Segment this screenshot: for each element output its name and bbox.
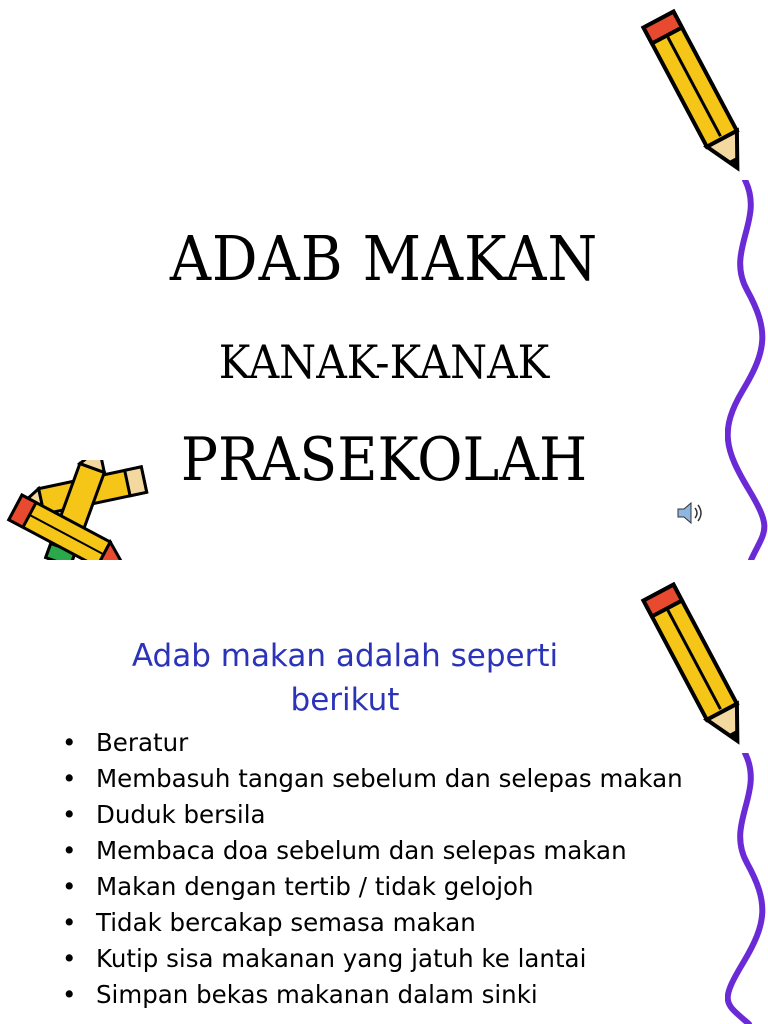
bullet-list bbox=[62, 730, 702, 1018]
bullet-item bbox=[62, 982, 702, 1008]
bullet-text: Tidak bercakap semasa makan bbox=[96, 908, 476, 937]
bullet-item bbox=[62, 838, 702, 864]
title-line-3: PRASEKOLAH bbox=[180, 425, 588, 495]
bullet-marker: • bbox=[62, 764, 77, 793]
bullet-marker: • bbox=[62, 800, 77, 829]
bullet-item bbox=[62, 946, 702, 972]
speaker-icon[interactable] bbox=[676, 500, 706, 526]
squiggle-line bbox=[725, 753, 768, 1024]
bullet-item bbox=[62, 766, 702, 792]
bullet-text: Membasuh tangan sebelum dan selepas makan bbox=[96, 764, 683, 793]
bullet-text: Beratur bbox=[96, 728, 189, 757]
bullet-marker: • bbox=[62, 980, 77, 1009]
bullet-text: Membaca doa sebelum dan selepas makan bbox=[96, 836, 627, 865]
content-slide bbox=[0, 568, 768, 1024]
bullet-text: Makan dengan tertib / tidak gelojoh bbox=[96, 872, 534, 901]
bullet-item bbox=[62, 874, 702, 900]
bullet-item bbox=[62, 802, 702, 828]
bullet-marker: • bbox=[62, 872, 77, 901]
slide-divider bbox=[0, 560, 768, 568]
bullet-marker: • bbox=[62, 908, 77, 937]
bullet-text: Kutip sisa makanan yang jatuh ke lantai bbox=[96, 944, 587, 973]
pencil-icon bbox=[640, 0, 755, 185]
bullet-marker: • bbox=[62, 728, 77, 757]
bullet-text: Duduk bersila bbox=[96, 800, 266, 829]
bullet-marker: • bbox=[62, 944, 77, 973]
bullet-text: Simpan bekas makanan dalam sinki bbox=[96, 980, 538, 1009]
bullet-item bbox=[62, 730, 702, 756]
bullet-item bbox=[62, 910, 702, 936]
slide-heading: Adab makan adalah seperti berikut bbox=[131, 638, 559, 718]
title-line-2: KANAK-KANAK bbox=[218, 335, 550, 389]
crossed-pencils-icon bbox=[0, 460, 160, 560]
title-line-1: ADAB MAKAN bbox=[169, 222, 599, 295]
bullet-marker: • bbox=[62, 836, 77, 865]
